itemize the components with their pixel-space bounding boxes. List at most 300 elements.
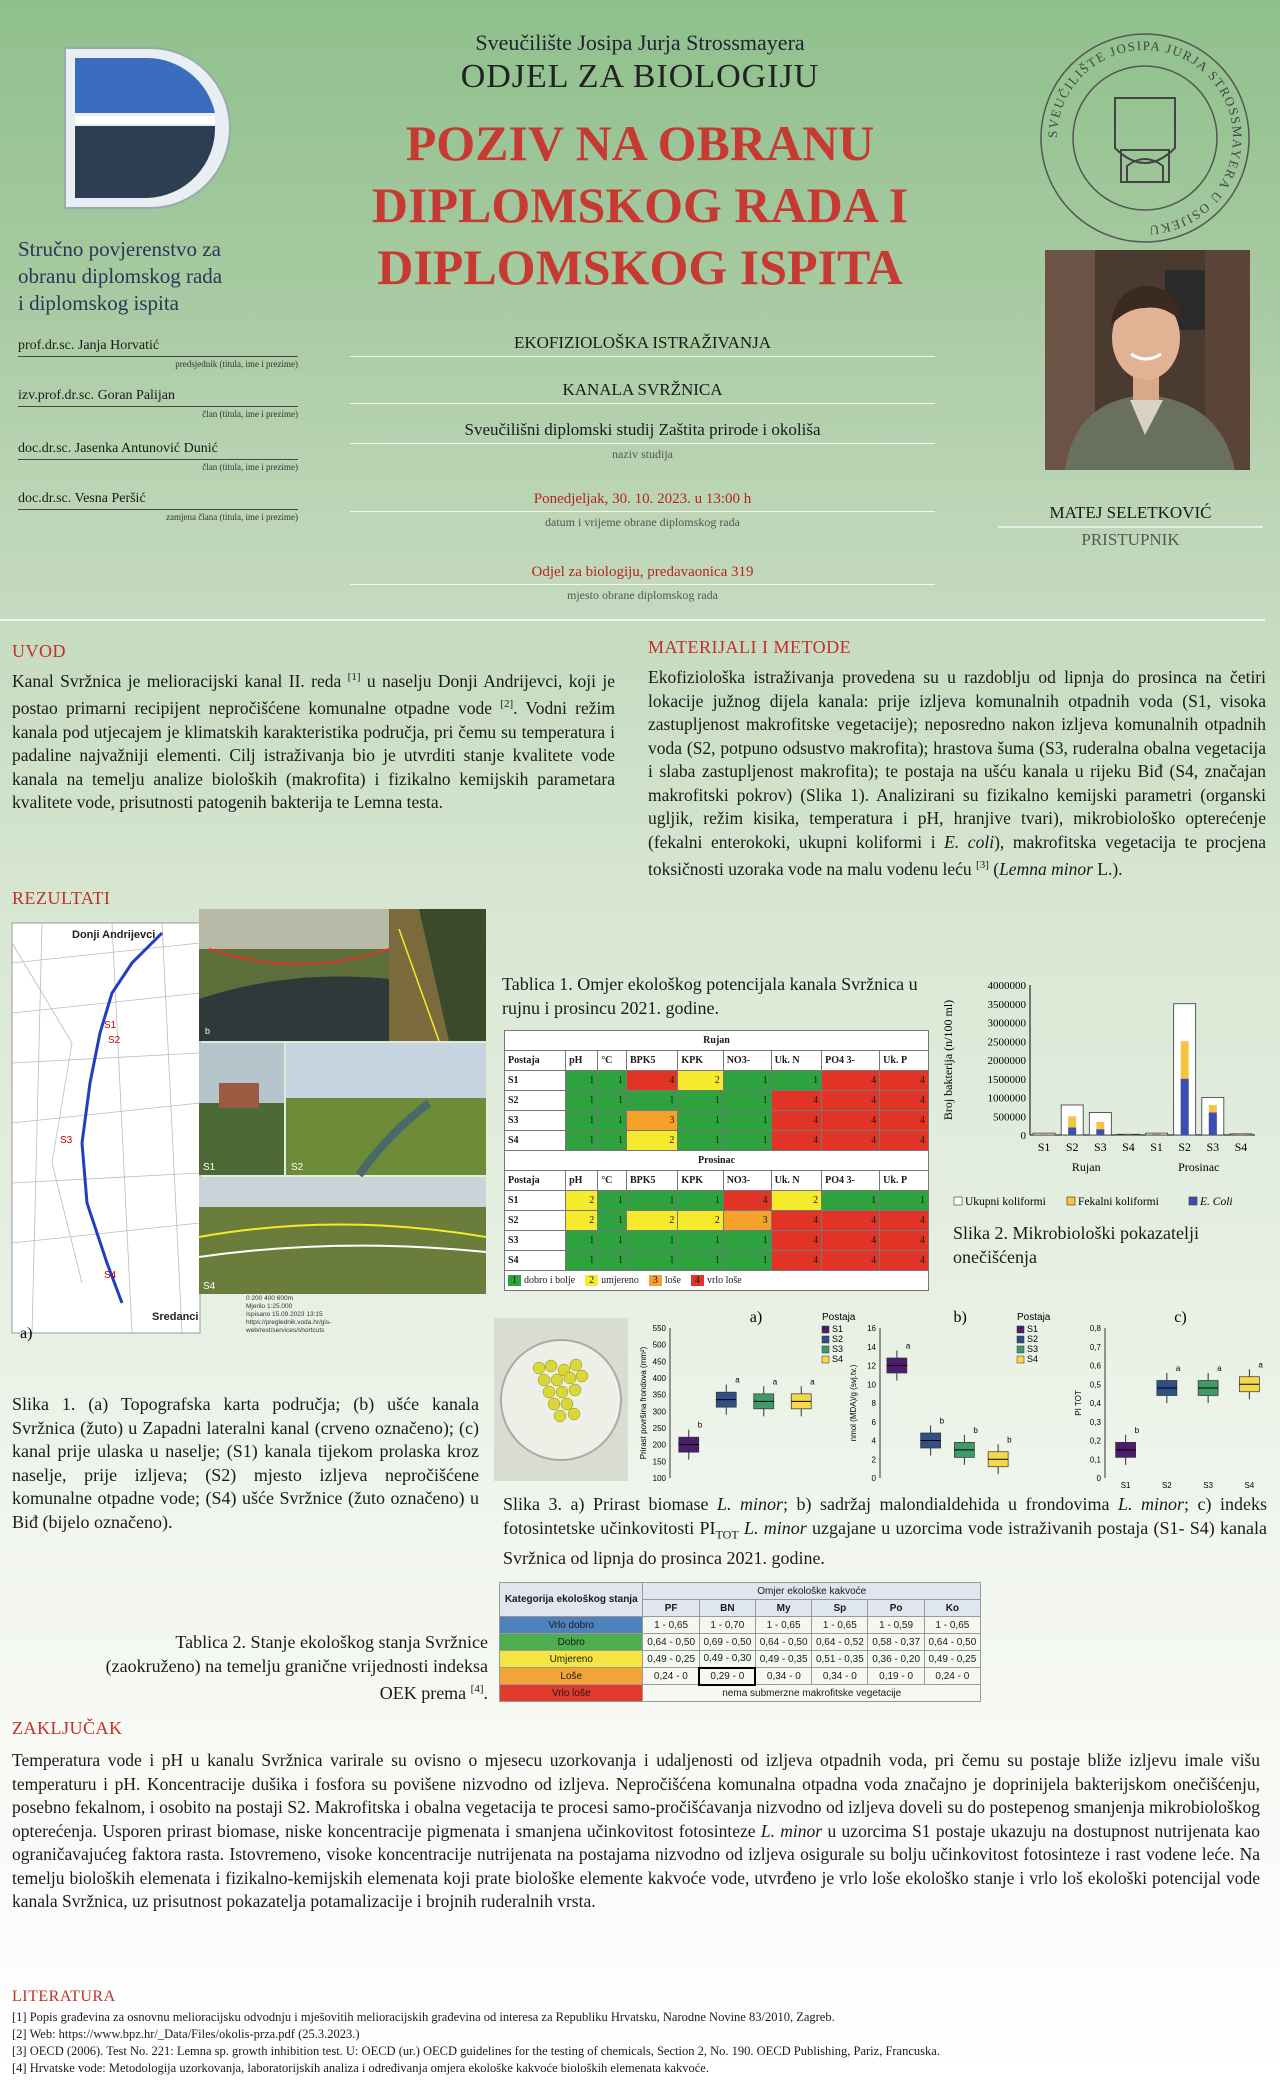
uvod-text-part: u naselju Donji Andrijevci, koji je postao primarni recipijent nepročišćene komunalne otpadne vode <box>12 670 616 719</box>
table-station-cell: S4 <box>505 1131 566 1151</box>
table-cell: 2 <box>626 1131 677 1151</box>
table-cell: 2 <box>566 1211 598 1231</box>
place-label: mjesto obrane diplomskog rada <box>567 588 718 602</box>
y-tick-label: 1500000 <box>987 1073 1026 1086</box>
map-label-s3: S3 <box>60 1135 73 1146</box>
table-header-cell: KPK <box>678 1171 723 1191</box>
table-header-cell: Uk. N <box>771 1051 822 1071</box>
ecoli-italic: E. coli <box>944 831 995 852</box>
table-cell: 1 <box>678 1091 723 1111</box>
legend-label: vrlo loše <box>706 1275 742 1286</box>
table-cell: 0,49 - 0,35 <box>755 1651 811 1668</box>
thesis-title-2-block <box>350 380 935 404</box>
table-cell: 0,49 - 0,30 <box>699 1651 755 1668</box>
table-cell: 1 <box>598 1251 627 1271</box>
study-name: Sveučilišni diplomski studij Zaštita prirode i okoliša <box>350 420 935 444</box>
boxplot-y-tick: 100 <box>652 1474 666 1483</box>
table-station-cell: S1 <box>505 1191 566 1211</box>
map-scale-note: Mjerilo 1:25.000 <box>246 1303 293 1310</box>
y-tick-label: 0 <box>1020 1130 1026 1142</box>
bar-e-coli <box>1068 1128 1076 1136</box>
boxplot-y-tick: 0,3 <box>1089 1417 1101 1427</box>
place-block <box>350 564 935 603</box>
table-cell: 1 <box>598 1231 627 1251</box>
committee-heading-line-1: Stručno povjerenstvo za <box>18 237 221 261</box>
topographic-map <box>12 923 200 1342</box>
boxplot-y-tick: 0,7 <box>1089 1342 1101 1352</box>
x-tick-label: S2 <box>1065 1140 1079 1154</box>
table-cell: 1 <box>598 1111 627 1131</box>
boxplot-legend-swatch <box>822 1356 829 1363</box>
table-header-cell: KPK <box>678 1051 723 1071</box>
table-cell: 4 <box>880 1251 929 1271</box>
candidate-photo <box>1045 250 1250 470</box>
slika3-italic: L. minor <box>743 1517 807 1538</box>
poster-title <box>300 112 980 298</box>
slika3-caption <box>503 1493 1267 1570</box>
photo-s4 <box>199 1177 486 1294</box>
zakljucak-text-part: Temperatura vode i pH u kanalu Svržnica varirale su ovisno o mjesecu uzorkovanja i udaljenosti od izljeva otpadnih voda, pri čemu su postaje bliže izljevu imale višu temperaturu i pH. Koncentracije dušika i fosfora su povišene nizvodno od izljeva. Nepročišćena komunalna otpadna voda značajno je doprinijela bakterijskom onečišćenju, posebno fekalnom, i osobito na postaji S2. Makrofitska i obalna vegetacija te procesi samo-pročišćavanja nizvodno od izljeva doveli su do postepenog smanjenja mikrobiološkog opterećenja. Usporen prirast biomase, niske koncentracije pigmenata i smanjena učinkovitost fotosinteze <box>12 1750 1260 1841</box>
table-cell: 0,49 - 0,25 <box>924 1651 980 1668</box>
tablica1-caption: Tablica 1. Omjer ekološkog potencijala kanala Svržnica u rujnu i prosincu 2021. godine. <box>502 974 918 1018</box>
boxplot-legend-title: Postaja <box>1017 1312 1051 1323</box>
boxplot-x-tick: S4 <box>1244 1481 1255 1490</box>
table-header-cell: pH <box>566 1171 598 1191</box>
metode-title: MATERIJALI I METODE <box>648 637 852 657</box>
table-row <box>505 1111 929 1131</box>
zakljucak-title: ZAKLJUČAK <box>12 1718 123 1738</box>
table-cell: 4 <box>723 1191 771 1211</box>
table-cell: 1 - 0,65 <box>812 1617 868 1634</box>
table-header-row <box>500 1583 981 1600</box>
boxplot-y-tick: 550 <box>652 1324 666 1333</box>
boxplot-y-tick: 0,1 <box>1089 1455 1101 1465</box>
table-header-cell: NO3- <box>723 1051 771 1071</box>
datetime-label: datum i vrijeme obrane diplomskog rada <box>545 515 740 529</box>
category-cell: Vrlo dobro <box>500 1617 643 1634</box>
photo-b-label: b <box>205 1026 211 1036</box>
boxplot-letter: a <box>1258 1360 1263 1370</box>
column-header: Sp <box>812 1600 868 1617</box>
table-cell: 4 <box>771 1091 822 1111</box>
table-cell: 1 <box>598 1071 627 1091</box>
table-cell: 0,36 - 0,20 <box>868 1651 924 1668</box>
table-cell: 1 <box>598 1131 627 1151</box>
legend-swatch: 4 <box>691 1275 704 1286</box>
table-cell: 3 <box>626 1111 677 1131</box>
table-cell: 2 <box>566 1191 598 1211</box>
ref-2: [2] <box>500 698 514 711</box>
table-cell: 1 <box>678 1231 723 1251</box>
map-label-s2: S2 <box>108 1035 121 1046</box>
table-cell: 4 <box>822 1251 880 1271</box>
boxplot-y-tick: 250 <box>652 1424 666 1433</box>
metode-text-part: L.). <box>1092 858 1123 879</box>
x-tick-label: S3 <box>1206 1140 1220 1154</box>
boxplot-letter: b <box>1134 1425 1140 1435</box>
table-cell: 1 <box>598 1191 627 1211</box>
x-tick-label: S3 <box>1093 1140 1107 1154</box>
boxplot-legend-swatch <box>822 1326 829 1333</box>
boxplot-x-tick: S1 <box>1120 1481 1131 1490</box>
table-cell: 0,64 - 0,50 <box>755 1634 811 1651</box>
table-header-cell: PO4 3- <box>822 1171 880 1191</box>
boxplot-y-tick: 12 <box>867 1361 876 1371</box>
study-label: naziv studija <box>612 447 673 461</box>
table-cell: 4 <box>822 1091 880 1111</box>
legend-swatch: 3 <box>649 1275 662 1286</box>
table-cell: 4 <box>880 1111 929 1131</box>
boxplot-y-tick: 0,4 <box>1089 1399 1101 1408</box>
slika3-text: ; c) indeks fotosintetske učinkovitosti PI <box>503 1494 1268 1538</box>
table-cell: 4 <box>880 1091 929 1111</box>
boxplot-y-tick: 16 <box>867 1324 876 1333</box>
category-cell: Loše <box>500 1668 643 1685</box>
boxplot-y-tick: 400 <box>652 1374 666 1383</box>
table-row <box>500 1685 981 1702</box>
bar-e-coli <box>1209 1113 1217 1136</box>
table-cell: 1 <box>723 1251 771 1271</box>
boxplot-y-tick: 8 <box>871 1399 876 1408</box>
table-cell: 4 <box>771 1251 822 1271</box>
table-cell: 1 <box>771 1071 822 1091</box>
table-header-cell: NO3- <box>723 1171 771 1191</box>
boxplot-legend-swatch <box>822 1346 829 1353</box>
boxplot-y-label: Prirast površina frondova (mm²) <box>639 1346 648 1460</box>
y-tick-label: 4000000 <box>987 980 1026 992</box>
group-header: Omjer ekološke kakvoće <box>643 1583 981 1600</box>
metode-text-part: Ekofiziološka istraživanja provedena su u razdoblju od lipnja do prosinca na četiri lokacije južnog dijela kanala: prije izljeva komunalnih otpadnih voda (S1, visoka zastupljenost makrofitske vegetacije); neposredno nakon izljeva komunalnih otpadnih voda (S2, potpuno odsustvo makrofita); hrastova šuma (S3, ruderalna obalna vegetacija i slaba zastupljenost makrofita); te postaja na ušću kanala u rijeku Biđ (S4, značajan makrofitski pokrov) (Slika 1). Analizirani su fizikalno kemijski parametri (organski ugljik, režim kisika, temperatura i pH, hranjive tvari), mikrobiološko opterećenje (fekalni enterokoki, ukupni koliformi i <box>648 667 1266 852</box>
ref-3: [3] <box>976 859 989 871</box>
tablica2-caption-text: Tablica 2. Stanje ekološkog stanja Svržnice (zaokruženo) na temelju granične vrijednosti indeksa OEK prema <box>105 1632 488 1703</box>
category-cell: Dobro <box>500 1634 643 1651</box>
member-name: prof.dr.sc. Janja Horvatić <box>18 338 298 357</box>
table-cell: 0,58 - 0,37 <box>868 1634 924 1651</box>
legend-swatch <box>954 1197 962 1205</box>
boxplot-y-tick: 0,2 <box>1089 1436 1101 1446</box>
table-header-cell: Uk. P <box>880 1051 929 1071</box>
table-cell: 1 <box>566 1071 598 1091</box>
boxplot-y-tick: 300 <box>652 1407 666 1417</box>
boxplot-letter: a <box>1217 1364 1222 1373</box>
map-printed: Ispisano 15.09.2023 13:15 <box>246 1311 323 1318</box>
legend-swatch: 2 <box>585 1275 598 1286</box>
boxplot-panel-label: c) <box>1174 1309 1187 1326</box>
boxplot-y-tick: 4 <box>871 1436 876 1446</box>
table-row <box>505 1191 929 1211</box>
literatura-item: [4] Hrvatske vode: Metodologija uzorkovanja, laboratorijskih analiza i određivanja omjera ekološke kakvoće bioloških elemenata kakvoće. <box>12 2061 709 2075</box>
table-cell: 1 - 0,59 <box>868 1617 924 1634</box>
boxplot-legend-label: S3 <box>1027 1344 1039 1354</box>
x-tick-label: S2 <box>1178 1140 1192 1154</box>
category-cell: Vrlo loše <box>500 1685 643 1702</box>
table-cell: 1 <box>566 1251 598 1271</box>
member-role: član (titula, ime i prezime) <box>202 462 298 472</box>
table-header-row <box>505 1171 929 1191</box>
table-cell: 0,64 - 0,50 <box>924 1634 980 1651</box>
table-cell: 4 <box>771 1211 822 1231</box>
x-tick-label: S4 <box>1122 1140 1135 1154</box>
table-cell: 1 <box>678 1191 723 1211</box>
table-row <box>500 1668 981 1685</box>
boxplot-y-label: PI TOT <box>1074 1390 1083 1416</box>
table-cell: 1 <box>678 1131 723 1151</box>
photo-label-s1: S1 <box>203 1162 216 1173</box>
table-cell: 1 <box>566 1231 598 1251</box>
boxplot-y-tick: 6 <box>871 1417 876 1427</box>
column-header: My <box>755 1600 811 1617</box>
datetime-block <box>350 491 935 530</box>
boxplot-y-tick: 350 <box>652 1390 666 1400</box>
boxplot-legend-swatch <box>1017 1356 1024 1363</box>
table-cell: 4 <box>822 1071 880 1091</box>
table-cell: 0,34 - 0 <box>812 1668 868 1685</box>
boxplot-y-tick: 0 <box>1096 1474 1101 1483</box>
table-cell: 4 <box>880 1131 929 1151</box>
literatura-list <box>12 2009 1262 2077</box>
column-header: Ko <box>924 1600 980 1617</box>
table-row <box>500 1651 981 1668</box>
photo-s1-s2 <box>199 1043 486 1175</box>
table-cell: 1 - 0,65 <box>755 1617 811 1634</box>
table-cell: 4 <box>880 1211 929 1231</box>
table-header-cell: °C <box>598 1171 627 1191</box>
column-header: PF <box>643 1600 699 1617</box>
boxplot-letter: a <box>772 1377 778 1387</box>
table-cell: 1 <box>626 1091 677 1111</box>
department-name: ODJEL ZA BIOLOGIJU <box>460 58 820 95</box>
svg-text:SVEUČILIŠTE JOSIPA JURJA STROS <box>1045 38 1245 238</box>
boxplot-y-tick: 150 <box>652 1457 666 1467</box>
tablica2-caption <box>100 1631 488 1706</box>
legend-label: Fekalni koliformi <box>1078 1196 1159 1208</box>
boxplot-letter: b <box>973 1425 978 1435</box>
table-cell: nema submerzne makrofitske vegetacije <box>643 1685 981 1702</box>
table-header-cell: Uk. P <box>880 1171 929 1191</box>
table-cell: 4 <box>822 1131 880 1151</box>
legend-label: dobro i bolje <box>524 1275 576 1286</box>
table-station-cell: S3 <box>505 1111 566 1131</box>
y-tick-label: 2500000 <box>987 1036 1026 1049</box>
boxplot-y-tick: 10 <box>867 1380 876 1390</box>
table-cell: 4 <box>822 1111 880 1131</box>
university-name: Sveučilište Josipa Jurja Strossmayera <box>475 30 805 55</box>
boxplot-legend-label: S3 <box>832 1344 844 1354</box>
table-cell: 1 <box>880 1191 929 1211</box>
photo-b-channel-mouth <box>199 909 486 1041</box>
y-tick-label: 3500000 <box>987 998 1026 1011</box>
table-cell: 3 <box>723 1211 771 1231</box>
x-group-label: Prosinac <box>1178 1160 1220 1174</box>
thesis-title-1-block <box>350 333 935 357</box>
literatura-item: [2] Web: https://www.bpz.hr/_Data/Files/okolis-prza.pdf (25.3.2023.) <box>12 2027 360 2041</box>
table-header-cell: PO4 3- <box>822 1051 880 1071</box>
photo-label-s4: S4 <box>203 1281 216 1292</box>
table-cell: 0,24 - 0 <box>643 1668 699 1685</box>
uvod-title: UVOD <box>12 641 66 661</box>
table-cell: 4 <box>880 1231 929 1251</box>
uvod-text-part: . Vodni režim kanala pod utjecajem je klimatskih karakteristika područja, pri čemu su temperatura i padaline najvažniji elementi. Cilj istraživanja bio je utvrditi stanje kvalitete vode kanala na temelju analize bioloških (makrofita) i fizikalno kemijskih parametara kvalitete vode, prisutnosti patogenih bakterija te Lemna testa. <box>12 698 615 813</box>
table-row <box>500 1617 981 1634</box>
table-cell: 2 <box>626 1211 677 1231</box>
x-group-label: Rujan <box>1071 1160 1101 1174</box>
map-scale-info <box>246 1290 356 1335</box>
table-cell: 1 <box>678 1111 723 1131</box>
ref-1: [1] <box>347 671 361 683</box>
map-label-s4: S4 <box>104 1270 117 1281</box>
legend-swatch <box>1189 1197 1197 1205</box>
table-cell: 4 <box>771 1131 822 1151</box>
committee-member <box>18 338 298 369</box>
boxplot-legend-label: S1 <box>1027 1324 1039 1334</box>
table-cell: 0,29 - 0 <box>699 1668 755 1685</box>
y-tick-label: 500000 <box>993 1111 1026 1124</box>
tablica1 <box>504 1030 929 1291</box>
table-station-cell: S3 <box>505 1231 566 1251</box>
slika3-italic: L. minor <box>717 1494 784 1514</box>
legend-label: loše <box>664 1275 681 1286</box>
boxplot-y-tick: 0,8 <box>1089 1324 1101 1333</box>
map-label-s1: S1 <box>104 1020 117 1031</box>
tablica2 <box>499 1582 981 1702</box>
y-tick-label: 2000000 <box>987 1055 1026 1067</box>
category-header: Kategorija ekološkog stanja <box>500 1583 643 1617</box>
title-line-1: POZIV NA OBRANU <box>405 115 875 171</box>
literatura-title: LITERATURA <box>12 1988 116 2005</box>
table-cell: 1 <box>566 1131 598 1151</box>
table-cell: 4 <box>771 1111 822 1131</box>
map-scale: 0 200 400 600m <box>246 1295 293 1302</box>
table-cell: 1 <box>822 1191 880 1211</box>
table-cell: 2 <box>771 1191 822 1211</box>
bar-e-coli <box>1096 1129 1104 1135</box>
lemna-photo <box>494 1318 628 1481</box>
table-row <box>505 1211 929 1231</box>
member-role: predsjednik (titula, ime i prezime) <box>175 359 298 369</box>
x-tick-label: S1 <box>1037 1140 1051 1154</box>
legend-swatch: 1 <box>508 1275 521 1286</box>
boxplot-letter: b <box>697 1420 703 1430</box>
table-group-name: Prosinac <box>505 1151 929 1171</box>
legend-label: Ukupni koliformi <box>965 1196 1046 1208</box>
table-cell: 1 <box>566 1091 598 1111</box>
y-axis-label: Broj bakterija (n/100 ml) <box>941 999 955 1121</box>
table-row <box>505 1231 929 1251</box>
column-header: BN <box>699 1600 755 1617</box>
uvod-text-part: Kanal Svržnica je melioracijski kanal II. reda <box>12 670 342 691</box>
boxplot-legend-title: Postaja <box>822 1312 856 1323</box>
x-tick-label: S4 <box>1234 1140 1248 1154</box>
literatura-item: [3] OECD (2006). Test No. 221: Lemna sp. growth inhibition test. U: OECD (ur.) OECD guidelines for the testing of chemicals, Section 2, No. 190. OECD Publishing, Pariz, Francuska. <box>12 2044 940 2058</box>
bar-e-coli <box>1153 1134 1161 1135</box>
committee-heading <box>18 236 308 317</box>
legend-label: umjereno <box>601 1275 639 1286</box>
table-row <box>505 1251 929 1271</box>
table-cell: 1 <box>598 1211 627 1231</box>
member-name: doc.dr.sc. Jasenka Antunović Dunić <box>18 441 298 460</box>
table-header-cell: BPK5 <box>626 1051 677 1071</box>
slika3-sub: TOT <box>715 1527 739 1542</box>
column-header: Po <box>868 1600 924 1617</box>
title-line-3: DIPLOMSKOG ISPITA <box>377 239 903 295</box>
table-station-cell: S2 <box>505 1211 566 1231</box>
table-cell: 2 <box>678 1071 723 1091</box>
boxplot-legend-swatch <box>1017 1326 1024 1333</box>
metode-text <box>648 666 1266 881</box>
committee-member <box>18 388 298 419</box>
table-cell: 1 <box>566 1111 598 1131</box>
boxplot-legend-label: S1 <box>832 1324 844 1334</box>
member-name: doc.dr.sc. Vesna Peršić <box>18 491 298 510</box>
committee-member <box>18 491 298 522</box>
photo-label-s2: S2 <box>291 1162 304 1173</box>
boxplot-y-tick: 0,6 <box>1089 1361 1101 1371</box>
boxplot-y-label: nmol (MDA)/g (svj.tv.) <box>849 1364 858 1442</box>
uvod-text <box>12 666 615 815</box>
candidate-role: PRISTUPNIK <box>1081 530 1180 549</box>
table-cell: 4 <box>822 1231 880 1251</box>
table-cell: 0,69 - 0,50 <box>699 1634 755 1651</box>
boxplot-legend-label: S4 <box>832 1354 844 1364</box>
table-cell: 0,64 - 0,50 <box>643 1634 699 1651</box>
table-cell: 1 <box>678 1251 723 1271</box>
committee-heading-line-2: obranu diplomskog rada <box>18 264 223 288</box>
table-cell: 0,24 - 0 <box>924 1668 980 1685</box>
boxplot-legend-swatch <box>822 1336 829 1343</box>
table-cell: 0,49 - 0,25 <box>643 1651 699 1668</box>
table-cell: 4 <box>626 1071 677 1091</box>
slika3-text: Slika 3. a) Prirast biomase <box>503 1494 718 1514</box>
boxplot-y-tick: 2 <box>871 1455 876 1465</box>
map-town-bottom: Sredanci <box>152 1311 199 1323</box>
header-divider <box>0 619 1265 621</box>
boxplot-y-tick: 450 <box>652 1357 666 1367</box>
map-town-top: Donji Andrijevci <box>72 929 156 941</box>
metode-text-part: ( <box>988 858 1000 879</box>
table-cell: 4 <box>771 1231 822 1251</box>
table-header-cell: Postaja <box>505 1171 566 1191</box>
boxplot-legend-label: S4 <box>1027 1354 1039 1364</box>
ref-4: [4] <box>470 1683 484 1695</box>
rezultati-title: REZULTATI <box>12 888 111 908</box>
table-cell: 0,64 - 0,52 <box>812 1634 868 1651</box>
boxplot-y-tick: 200 <box>652 1440 666 1450</box>
boxplot-letter: a <box>735 1375 740 1385</box>
table-group-name: Rujan <box>505 1031 929 1051</box>
map-url: https://preglednik.voda.hr/gis-web/rest/services/shortcuts <box>246 1319 332 1334</box>
table-station-cell: S2 <box>505 1091 566 1111</box>
lemna-boxplots <box>630 1310 1276 1488</box>
bar-e-coli <box>1181 1079 1189 1135</box>
study-block <box>350 420 935 462</box>
boxplot-letter: b <box>1007 1435 1012 1445</box>
table-cell: 1 <box>723 1091 771 1111</box>
university-seal <box>1035 28 1255 248</box>
table-cell: 1 - 0,70 <box>699 1617 755 1634</box>
bacteria-chart <box>940 975 1270 1225</box>
thesis-title-2: KANALA SVRŽNICA <box>350 380 935 404</box>
committee-heading-line-3: i diplomskog ispita <box>18 291 180 315</box>
legend-label: E. Coli <box>1200 1196 1233 1208</box>
table-header-cell: BPK5 <box>626 1171 677 1191</box>
table-header-cell: pH <box>566 1051 598 1071</box>
table-cell: 1 - 0,65 <box>924 1617 980 1634</box>
table-group-row <box>505 1151 929 1171</box>
boxplot-letter: a <box>905 1341 911 1351</box>
table-header-cell: °C <box>598 1051 627 1071</box>
table-row <box>505 1131 929 1151</box>
defense-place: Odjel za biologiju, predavaonica 319 <box>350 564 935 585</box>
